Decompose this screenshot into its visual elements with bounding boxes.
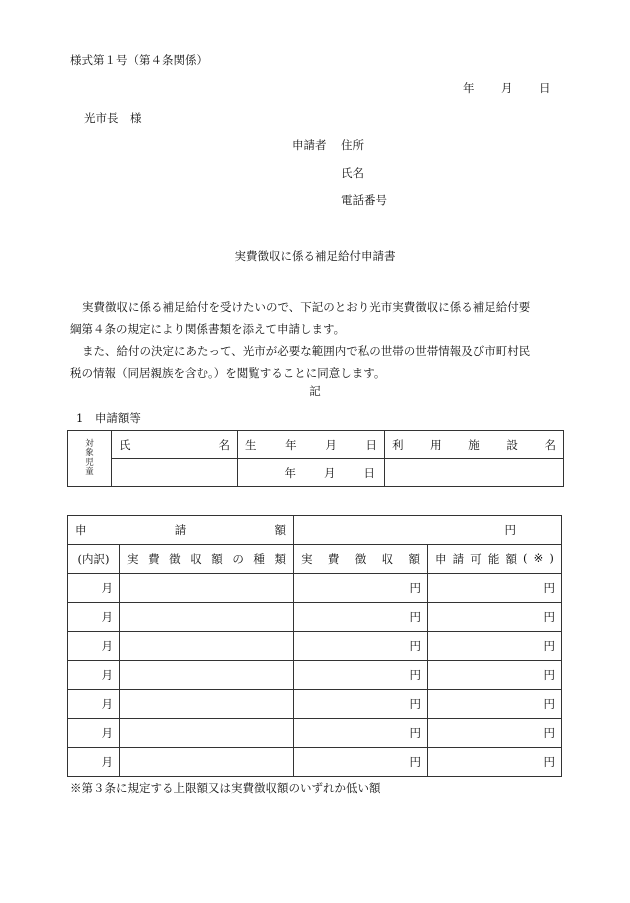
child-birthdate-field[interactable]: 年 月 日 bbox=[238, 459, 385, 487]
application-amount-header: 申 請 額 bbox=[68, 516, 294, 545]
expense-type-cell[interactable] bbox=[120, 690, 294, 719]
facility-field[interactable] bbox=[385, 459, 564, 487]
body-p1-line2: 綱第４条の規定により関係書類を添えて申請します。 bbox=[70, 322, 346, 336]
section-1-heading: 1 申請額等 bbox=[76, 411, 141, 425]
table-row bbox=[68, 748, 562, 777]
facility-header: 利 用 施 設 名 bbox=[385, 431, 564, 459]
table-row bbox=[68, 690, 562, 719]
table-row bbox=[68, 661, 562, 690]
eligible-amount-cell[interactable]: 円 bbox=[428, 748, 562, 777]
expense-type-cell[interactable] bbox=[120, 661, 294, 690]
table-row bbox=[68, 632, 562, 661]
actual-expense-cell[interactable]: 円 bbox=[294, 574, 428, 603]
document-title: 実費徴収に係る補足給付申請書 bbox=[234, 249, 396, 263]
address-label: 住所 bbox=[341, 138, 364, 152]
form-number: 様式第１号（第４条関係） bbox=[70, 53, 208, 67]
date-year-label: 年 bbox=[463, 81, 475, 95]
application-amount-field[interactable]: 円 bbox=[294, 516, 562, 545]
table-row bbox=[68, 574, 562, 603]
child-birthdate-header: 生 年 月 日 bbox=[238, 431, 385, 459]
actual-expense-cell[interactable]: 円 bbox=[294, 690, 428, 719]
expense-type-cell[interactable] bbox=[120, 719, 294, 748]
body-p2-line2: 税の情報（同居親族を含む。）を閲覧することに同意します。 bbox=[70, 366, 386, 380]
actual-expense-cell[interactable]: 円 bbox=[294, 632, 428, 661]
ki-label: 記 bbox=[309, 384, 321, 398]
body-p2-line1: また、給付の決定にあたって、光市が必要な範囲内で私の世帯の世帯情報及び市町村民 bbox=[82, 344, 531, 358]
month-cell[interactable]: 月 bbox=[68, 719, 120, 748]
month-cell[interactable]: 月 bbox=[68, 661, 120, 690]
eligible-amount-cell[interactable]: 円 bbox=[428, 574, 562, 603]
actual-expense-header: 実 費 徴 収 額 bbox=[294, 545, 428, 574]
month-cell[interactable]: 月 bbox=[68, 574, 120, 603]
table-row bbox=[68, 719, 562, 748]
body-p1-line1: 実費徴収に係る補足給付を受けたいので、下記のとおり光市実費徴収に係る補足給付要 bbox=[82, 300, 531, 314]
eligible-amount-cell[interactable]: 円 bbox=[428, 719, 562, 748]
date-day-label: 日 bbox=[539, 81, 551, 95]
actual-expense-cell[interactable]: 円 bbox=[294, 748, 428, 777]
name-label: 氏名 bbox=[341, 166, 364, 180]
eligible-amount-cell[interactable]: 円 bbox=[428, 661, 562, 690]
month-cell[interactable]: 月 bbox=[68, 690, 120, 719]
body-text bbox=[70, 296, 562, 384]
month-cell[interactable]: 月 bbox=[68, 603, 120, 632]
amount-table bbox=[67, 515, 562, 777]
expense-type-cell[interactable] bbox=[120, 603, 294, 632]
actual-expense-cell[interactable]: 円 bbox=[294, 603, 428, 632]
applicant-label: 申請者 bbox=[292, 138, 327, 152]
month-cell[interactable]: 月 bbox=[68, 748, 120, 777]
actual-expense-cell[interactable]: 円 bbox=[294, 719, 428, 748]
footnote: ※第３条に規定する上限額又は実費徴収額のいずれか低い額 bbox=[70, 781, 381, 795]
child-table bbox=[67, 430, 564, 487]
breakdown-label: (内訳) bbox=[68, 545, 120, 574]
expense-type-cell[interactable] bbox=[120, 748, 294, 777]
child-name-field[interactable] bbox=[112, 459, 238, 487]
child-name-header: 氏 名 bbox=[112, 431, 238, 459]
expense-type-cell[interactable] bbox=[120, 574, 294, 603]
phone-label: 電話番号 bbox=[341, 193, 387, 207]
date-month-label: 月 bbox=[501, 81, 513, 95]
expense-type-cell[interactable] bbox=[120, 632, 294, 661]
expense-type-header: 実 費 徴 収 額 の 種 類 bbox=[120, 545, 294, 574]
month-cell[interactable]: 月 bbox=[68, 632, 120, 661]
actual-expense-cell[interactable]: 円 bbox=[294, 661, 428, 690]
addressee: 光市長 様 bbox=[84, 111, 142, 125]
target-child-label: 対 象 児 童 bbox=[68, 431, 112, 487]
eligible-amount-cell[interactable]: 円 bbox=[428, 603, 562, 632]
eligible-amount-cell[interactable]: 円 bbox=[428, 632, 562, 661]
eligible-amount-cell[interactable]: 円 bbox=[428, 690, 562, 719]
table-row bbox=[68, 603, 562, 632]
eligible-amount-header: 申 請 可 能 額 ( ※ ) bbox=[428, 545, 562, 574]
